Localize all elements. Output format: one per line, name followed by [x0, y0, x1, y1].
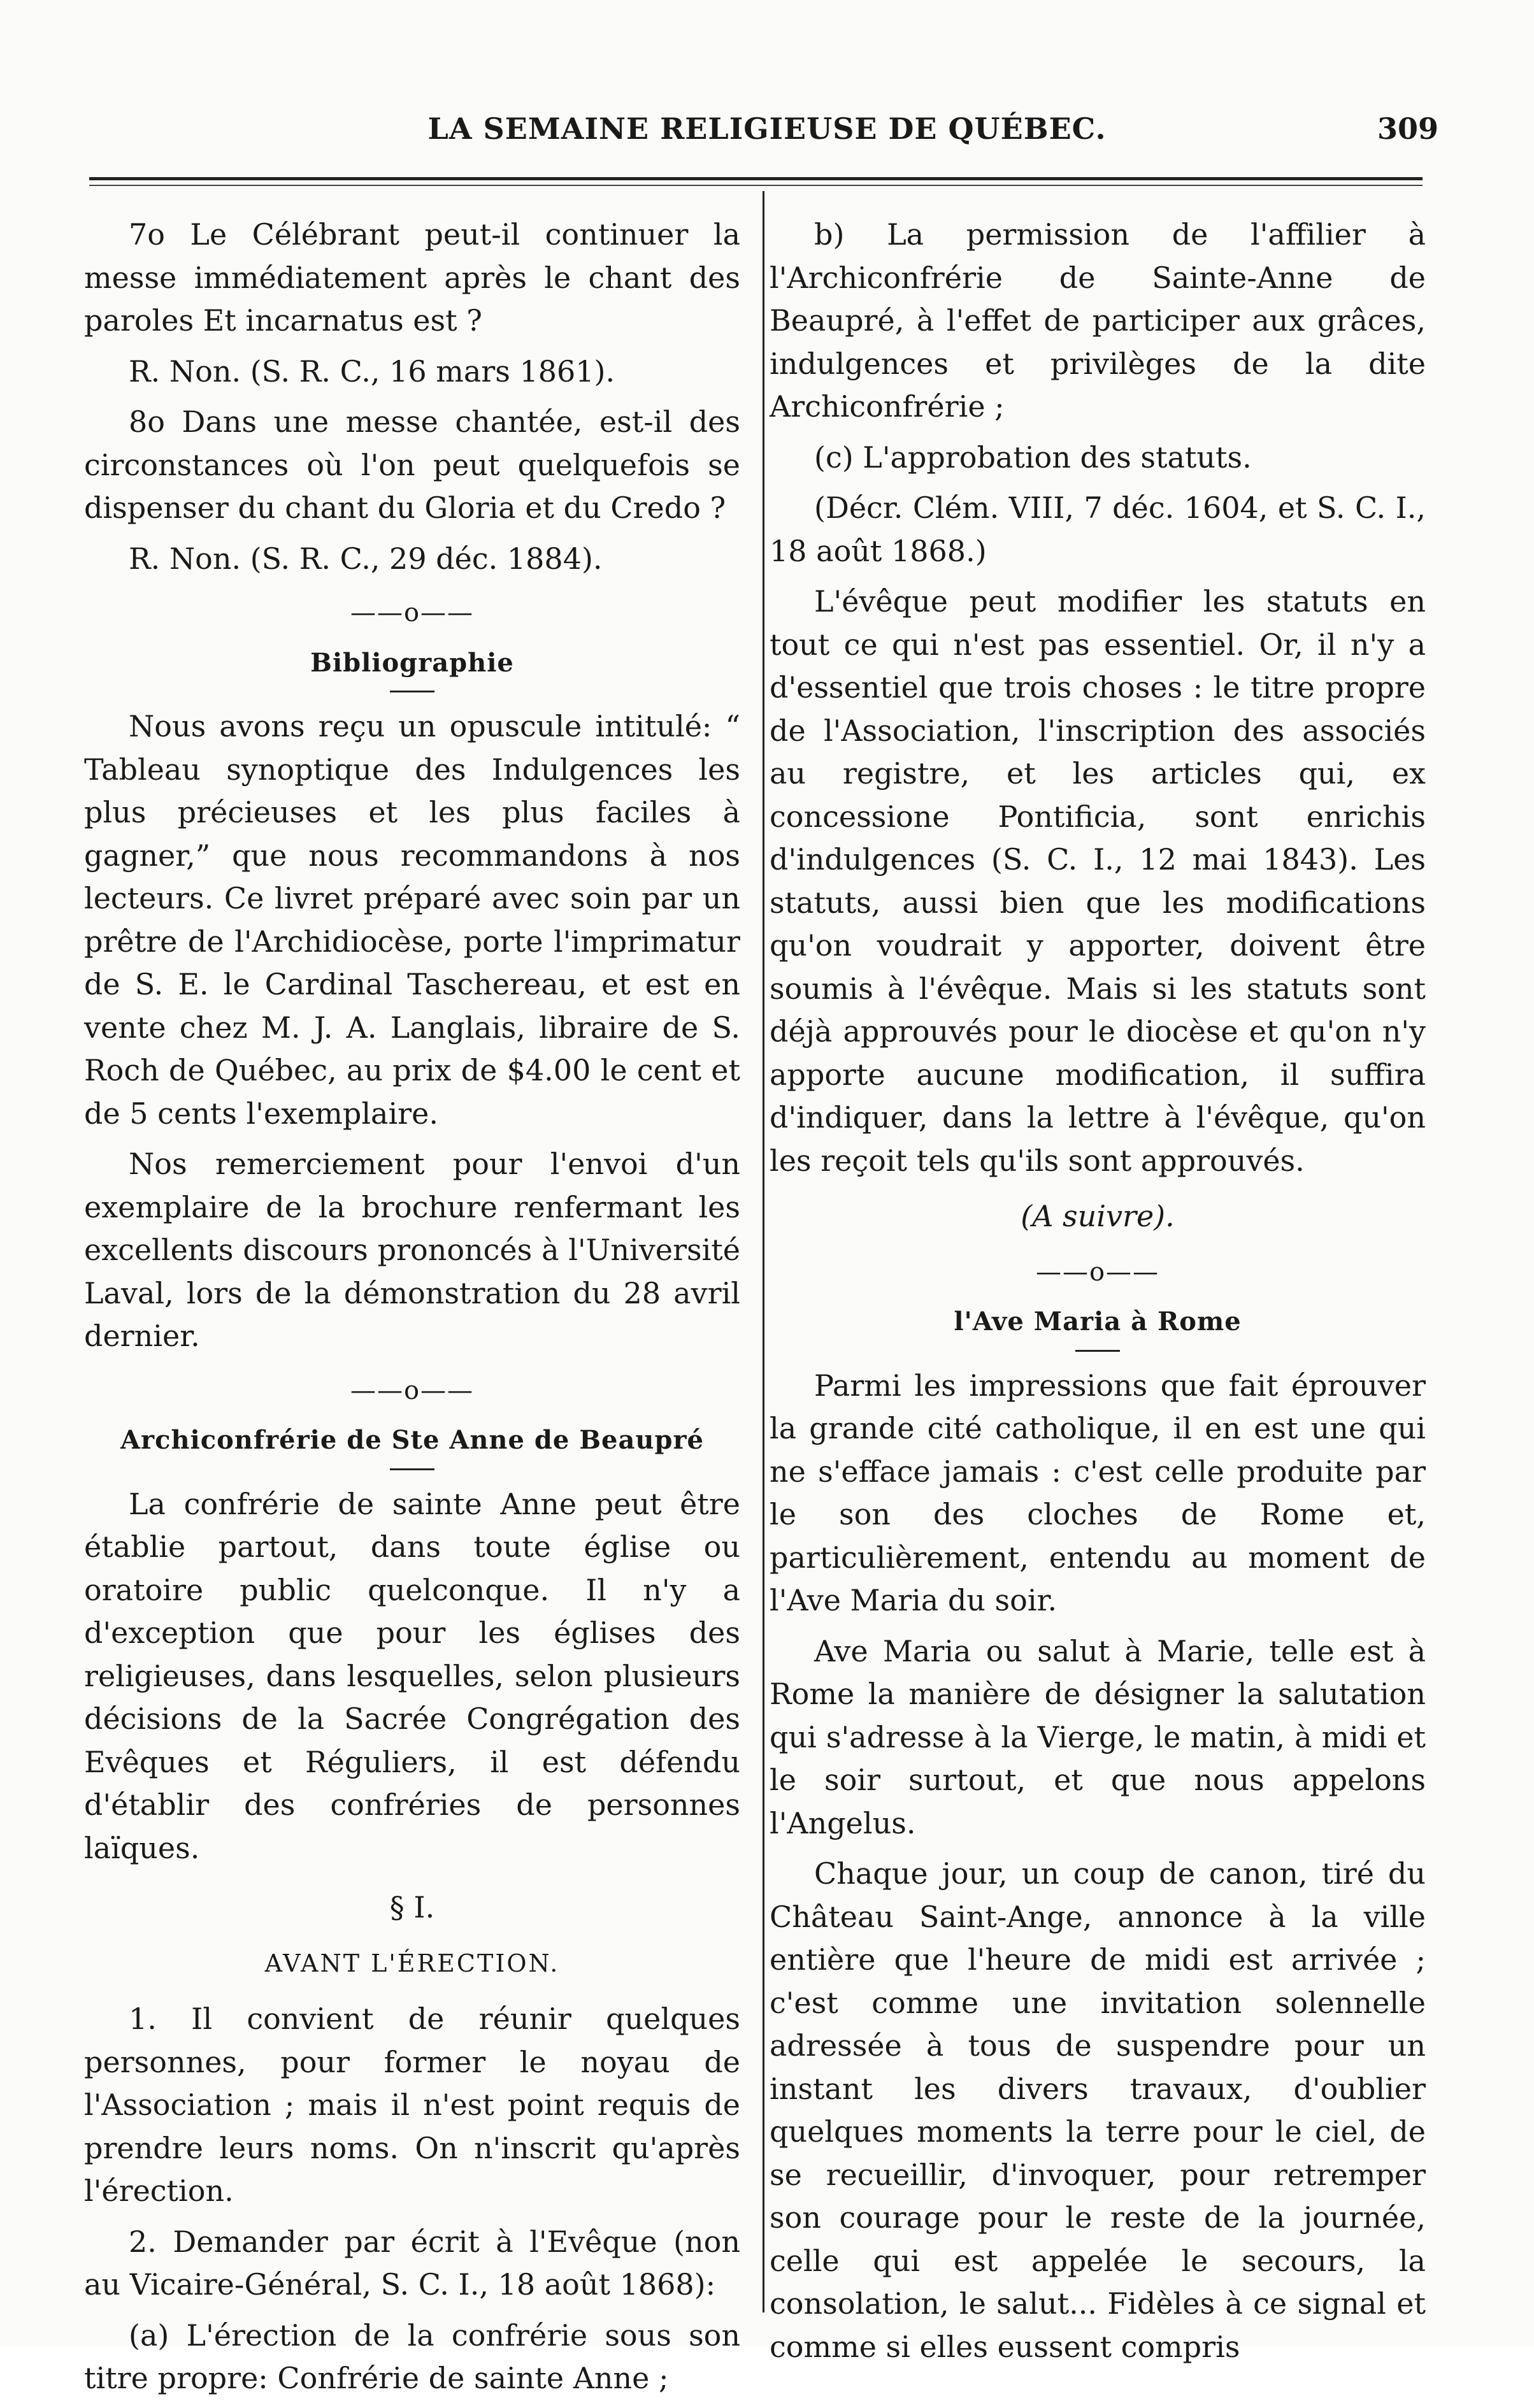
- section-mark: § I.: [389, 1890, 435, 1924]
- separator: ——o——: [350, 598, 475, 627]
- left-paragraph-r8: R. Non. (S. R. C., 29 déc. 1884).: [129, 541, 603, 576]
- section-heading-archiconfrerie: Archiconfrérie de Ste Anne de Beaupré: [120, 1425, 704, 1455]
- right-paragraph-canon: Chaque jour, un coup de canon, tiré du Château Saint-Ange, annonce à la ville entière que l'heure de midi est arrivée ; c'est comme une invitation solennelle adressée à tous de suspendre pour un instant les divers travaux, d'oublier quelques moments la terre pour le ciel, de se recueillir, d'invoquer, pour retremper son courage pour le reste de la journée, celle qui est appelée le secours, la consolation, le salut... Fidèles à ce signal et comme si elles eussent compris: [770, 1856, 1426, 2364]
- a-suivre: (A suivre).: [1021, 1199, 1175, 1233]
- right-paragraph-impressions: Parmi les impressions que fait éprouver la grande cité catholique, il en est une qui ne s'efface jamais : c'est celle produite par le son des cloches de Rome et, particulièrement, entendu au moment de l'Ave Maria du soir.: [770, 1368, 1426, 1617]
- left-paragraph-bibliographie: Nous avons reçu un opuscule intitulé: “ Tableau synoptique des Indulgences les plus précieuses et les plus faciles à gagner,” que nous recommandons à nos lecteurs. Ce livret préparé avec soin par un prêtre de l'Archidiocèse, porte l'imprimatur de S. E. le Cardinal Taschereau, et est en vente chez M. J. A. Langlais, libraire de S. Roch de Québec, au prix de $4.00 le cent et de 5 cents l'exemplaire.: [84, 709, 740, 1131]
- running-head: [89, 111, 1445, 162]
- left-paragraph-q8: 8o Dans une messe chantée, est-il des circonstances où l'on peut quelquefois se dispenser du chant du Gloria et du Credo ?: [84, 405, 740, 525]
- left-paragraph-item2: 2. Demander par écrit à l'Evêque (non au Vicaire-Général, S. C. I., 18 août 1868):: [84, 2224, 740, 2302]
- column-divider: [763, 191, 764, 2312]
- left-paragraph-item1: 1. Il convient de réunir quelques personnes, pour former le noyau de l'Association ; mais il n'est point requis de prendre leurs noms. On n'inscrit qu'après l'érection.: [84, 2002, 740, 2208]
- header-rule: [89, 177, 1423, 180]
- subheading-avant-erection: AVANT L'ÉRECTION.: [264, 1949, 560, 1977]
- right-paragraph-ave-maria: Ave Maria ou salut à Marie, telle est à Rome la manière de désigner la salutation qui s'adresse à la Vierge, le matin, à midi et le soir surtout, et que nous appelons l'Angelus.: [770, 1633, 1426, 1840]
- page-number: 309: [1377, 111, 1438, 146]
- left-paragraph-q7: 7o Le Célébrant peut-il continuer la messe immédiatement après le chant des paroles Et incarnatus est ?: [84, 217, 740, 338]
- section-heading-bibliographie: Bibliographie: [310, 647, 514, 678]
- header-rule-thin: [89, 185, 1423, 186]
- heading-dash: [390, 1468, 434, 1470]
- separator: ——o——: [350, 1375, 475, 1405]
- running-title: LA SEMAINE RELIGIEUSE DE QUÉBEC.: [427, 111, 1107, 146]
- right-column: [770, 213, 1426, 2376]
- heading-dash: [1075, 1350, 1120, 1352]
- left-paragraph-remerciement: Nos remerciement pour l'envoi d'un exemplaire de la brochure renfermant les excellents discours prononcés à l'Université Laval, lors de la démonstration du 28 avril dernier.: [84, 1147, 740, 1353]
- separator: ——o——: [1035, 1257, 1160, 1287]
- right-paragraph-decree: (Décr. Clém. VIII, 7 déc. 1604, et S. C. I., 18 août 1868.): [770, 491, 1426, 568]
- left-column: [84, 213, 740, 2408]
- section-heading-ave-maria: l'Ave Maria à Rome: [954, 1307, 1242, 1337]
- heading-dash: [390, 691, 434, 692]
- left-paragraph-confrerie: La confrérie de sainte Anne peut être établie partout, dans toute église ou oratoire public quelconque. Il n'y a d'exception que pour les églises des religieuses, dans lesquelles, selon plusieurs décisions de la Sacrée Congrégation des Evêques et Réguliers, il est défendu d'établir des confréries de personnes laïques.: [84, 1486, 740, 1865]
- right-paragraph-statuts: L'évêque peut modifier les statuts en tout ce qui n'est pas essentiel. Or, il n'y a d'essentiel que trois choses : le titre propre de l'Association, l'inscription des associés au registre, et les articles qui, ex concessione Pontificia, sont enrichis d'indulgences (S. C. I., 12 mai 1843). Les statuts, aussi bien que les modifications qu'on voudrait y apporter, doivent être soumis à l'évêque. Mais si les statuts sont déjà approuvés pour le diocèse et qu'on n'y apporte aucune modification, il suffira d'indiquer, dans la lettre à l'évêque, qu'on les reçoit tels qu'ils sont approuvés.: [770, 584, 1426, 1178]
- right-paragraph-item-b: b) La permission de l'affilier à l'Archiconfrérie de Sainte-Anne de Beaupré, à l'effet de participer aux grâces, indulgences et privilèges de la dite Archiconfrérie ;: [770, 217, 1426, 424]
- left-paragraph-item-a: (a) L'érection de la confrérie sous son titre propre: Confrérie de sainte Anne ;: [84, 2318, 740, 2395]
- left-paragraph-r7: R. Non. (S. R. C., 16 mars 1861).: [129, 354, 615, 389]
- right-paragraph-item-c: (c) L'approbation des statuts.: [814, 440, 1252, 475]
